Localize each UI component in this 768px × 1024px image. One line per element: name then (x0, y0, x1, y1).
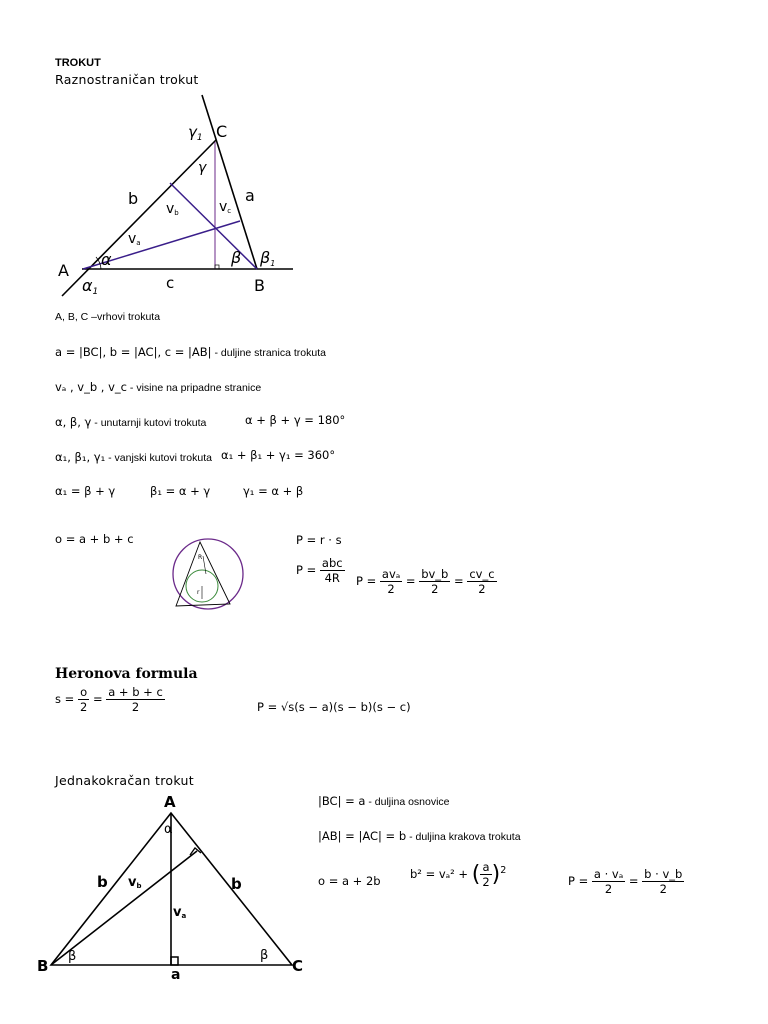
area-fraction-c-den: 2 (478, 582, 486, 596)
legs-formula: |AB| = |AC| = b (318, 829, 407, 843)
sides-definition (55, 343, 326, 361)
heights-description: - visine na pripadne stranice (126, 382, 262, 394)
beta1-label: β1 (260, 248, 276, 268)
vertex-c-label: C (292, 957, 304, 975)
side-b-label: b (128, 189, 139, 208)
side-c-label: c (166, 274, 175, 292)
inner-angles-definition (55, 413, 206, 431)
isosceles-area-lhs: P = (568, 874, 589, 888)
isosceles-area-f1-den: 2 (604, 882, 613, 896)
base-a-label: a (171, 967, 181, 983)
heights-formula: vₐ , v_b , v_c (55, 380, 127, 394)
outer-relation-beta1: β₁ = α + γ (150, 484, 211, 498)
vb-label: vb (128, 875, 142, 890)
va-label: va (128, 231, 141, 247)
scalene-triangle-figure (0, 0, 768, 320)
vb-label: vb (166, 201, 179, 217)
alpha1-label: α1 (82, 276, 99, 297)
gamma1-label: $\gamma_1$ (188, 123, 203, 143)
heights-definition (55, 378, 261, 396)
va-label: va (173, 905, 187, 920)
side-a-label: a (245, 186, 255, 205)
isosceles-pythagoras: b² = vₐ² + ( $\frac{a}{2}$ )$^2$ (410, 860, 507, 889)
pythagoras-frac-den: 2 (482, 875, 490, 889)
outer-angles-definition (55, 448, 212, 466)
isosceles-area-f1-num: a · vₐ (593, 867, 624, 881)
heron-s-f2-num: a + b + c (108, 685, 163, 699)
beta-label: β (231, 248, 242, 267)
isosceles-area-fraction-1 (592, 867, 625, 896)
heron-s-fraction-1 (78, 685, 89, 714)
alpha-label: α (164, 822, 173, 837)
isosceles-area-equals: = (628, 874, 639, 888)
isosceles-perimeter: o = a + 2b (318, 874, 381, 888)
area-formula-heights: P = $\frac{\text{avₐ}}{2}$ = $\frac{bv\_b}{2}$ = $\frac{cv\_c}{2}$ (356, 567, 495, 596)
legs-description: - duljina krakova trokuta (406, 831, 521, 843)
area-abc-numerator: abc (321, 556, 343, 570)
beta-right-label: β (260, 948, 269, 963)
sides-formula: a = |BC|, b = |AC|, c = |AB| (55, 345, 212, 359)
outer-angles-sum: α₁ + β₁ + γ₁ = 360° (221, 448, 336, 462)
heron-s-f1-num: o (80, 685, 88, 699)
heron-area-formula: P = √s(s − a)(s − b)(s − c) (257, 700, 411, 714)
outer-relation-alpha1: α₁ = β + γ (55, 484, 116, 498)
inscribed-triangle (176, 542, 230, 606)
beta-left-label: β (68, 949, 77, 964)
perimeter-formula: o = a + b + c (55, 532, 134, 546)
heron-s-f1-den: 2 (79, 700, 88, 714)
heron-s-lhs: s = (55, 692, 75, 706)
area-fraction-b-den: 2 (431, 582, 439, 596)
isosceles-area (568, 867, 684, 896)
section-subtitle-isosceles: Jednakokračan trokut (55, 773, 194, 788)
vertex-b-label: B (37, 957, 49, 975)
isosceles-triangle-figure (0, 785, 320, 985)
isosceles-area-f2-num: b · v_b (644, 867, 683, 881)
page-title: TROKUT (55, 57, 101, 69)
outer-angles-description: - vanjski kutovi trokuta (105, 452, 212, 464)
vc-label: vc (219, 199, 232, 215)
right-angle-marker-base (171, 957, 178, 965)
circles-figure (168, 536, 248, 612)
section-subtitle-scalene: Raznostraničan trokut (55, 72, 199, 87)
heron-title: Heronova formula (55, 666, 198, 682)
inner-angles-description: - unutarnji kutovi trokuta (91, 417, 207, 429)
base-description: - duljina osnovice (365, 796, 450, 808)
isosceles-area-f2-den: 2 (659, 882, 667, 896)
pythagoras-exponent: 2 (500, 865, 507, 877)
pythagoras-frac-num: a (482, 860, 490, 874)
area-heights-lhs: P = (356, 574, 377, 588)
side-b-right-label: b (231, 875, 242, 893)
area-fraction-a (380, 567, 402, 596)
vertex-c-label: C (216, 122, 228, 141)
area-abc-lhs: P = (296, 563, 317, 577)
pythagoras-lhs: b² = vₐ² + (410, 867, 469, 881)
area-formula-abc (296, 556, 345, 585)
base-definition (318, 792, 450, 810)
side-b-line (62, 140, 216, 296)
area-formula-rs: P = r · s (296, 533, 342, 547)
area-fraction-c-num: cv_c (469, 567, 495, 581)
inner-angles-sum: α + β + γ = 180° (245, 413, 346, 427)
vertices-definition: A, B, C –vrhovi trokuta (55, 311, 161, 323)
radius-R-line (203, 556, 206, 574)
base-formula: |BC| = a (318, 794, 366, 808)
vertex-a-label: A (164, 793, 176, 811)
radius-r-label: r (197, 589, 200, 596)
gamma-label: γ (198, 160, 207, 176)
alpha-label: α (101, 250, 112, 269)
legs-definition (318, 827, 521, 845)
heron-s-equals: = (92, 692, 103, 706)
side-b-left-label: b (97, 873, 108, 891)
area-fraction-c (467, 567, 496, 596)
area-abc-denominator: 4R (324, 571, 340, 585)
sides-description: - duljine stranica trokuta (211, 347, 326, 359)
area-fraction-a-num: avₐ (381, 567, 401, 581)
vertex-a-label: A (58, 261, 69, 280)
outer-relation-gamma1: γ₁ = α + β (243, 484, 304, 498)
circumcircle (173, 539, 243, 609)
heron-s-f2-den: 2 (131, 700, 140, 714)
inner-angles-formula: α, β, γ (55, 415, 92, 429)
heron-semiperimeter (55, 685, 165, 714)
area-fraction-b (419, 567, 450, 596)
area-abc-fraction (320, 556, 345, 585)
side-a-line (202, 95, 257, 269)
pythagoras-fraction (480, 860, 491, 889)
area-fraction-b-num: bv_b (421, 567, 449, 581)
heron-s-fraction-2 (106, 685, 165, 714)
isosceles-area-fraction-2 (642, 867, 684, 896)
radius-R-label: R (198, 554, 203, 561)
vertex-b-label: B (254, 276, 265, 295)
area-fraction-a-den: 2 (387, 582, 395, 596)
outer-angles-formula: α₁, β₁, γ₁ (55, 450, 106, 464)
